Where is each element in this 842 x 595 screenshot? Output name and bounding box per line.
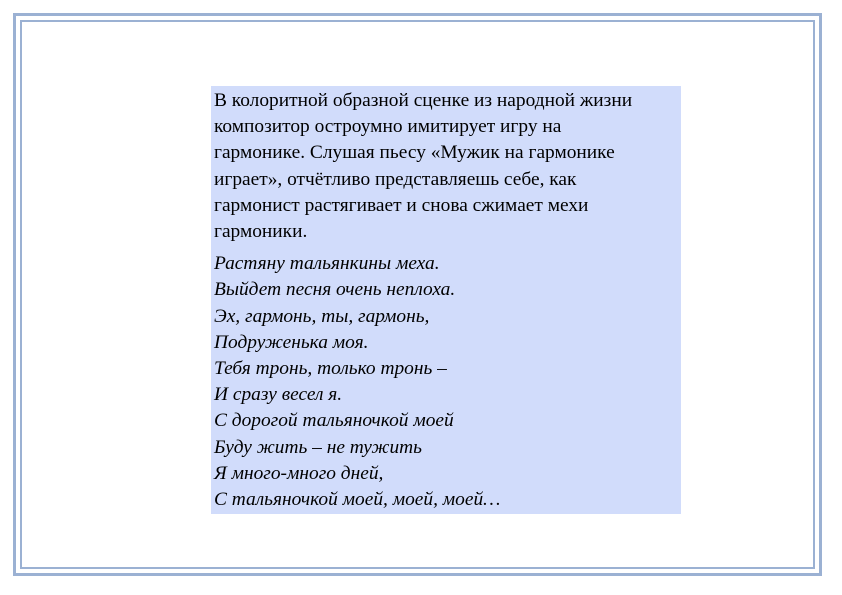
poem-line: С тальяночкой моей, моей, моей… [214,489,501,511]
poem-line: Растяну тальянкины меха. [214,253,440,275]
text-box [211,86,681,514]
prose-line: гармонике. Слушая пьесу «Мужик на гармонике [214,142,615,164]
poem-verse [214,251,681,513]
poem-line: И сразу весел я. [214,384,343,406]
poem-line: Выйдет песня очень неплоха. [214,279,456,301]
prose-line: В колоритной образной сценке из народной жизни [214,90,633,111]
prose-line: композитор остроумно имитирует игру на [214,116,562,138]
poem-line: Подруженька моя. [214,331,369,353]
poem-line: Эх, гармонь, ты, гармонь, [214,305,430,327]
prose-line: играет», отчётливо представляешь себе, как [214,168,577,190]
prose-line: гармоники. [214,221,308,243]
poem-line: Тебя тронь, только тронь – [214,358,447,380]
poem-line: Буду жить – не тужить [214,436,422,458]
prose-line: гармонист растягивает и снова сжимает мехи [214,194,589,216]
poem-line: Я много-много дней, [214,462,384,484]
prose-paragraph [214,88,681,245]
poem-line: С дорогой тальяночкой моей [214,410,454,432]
